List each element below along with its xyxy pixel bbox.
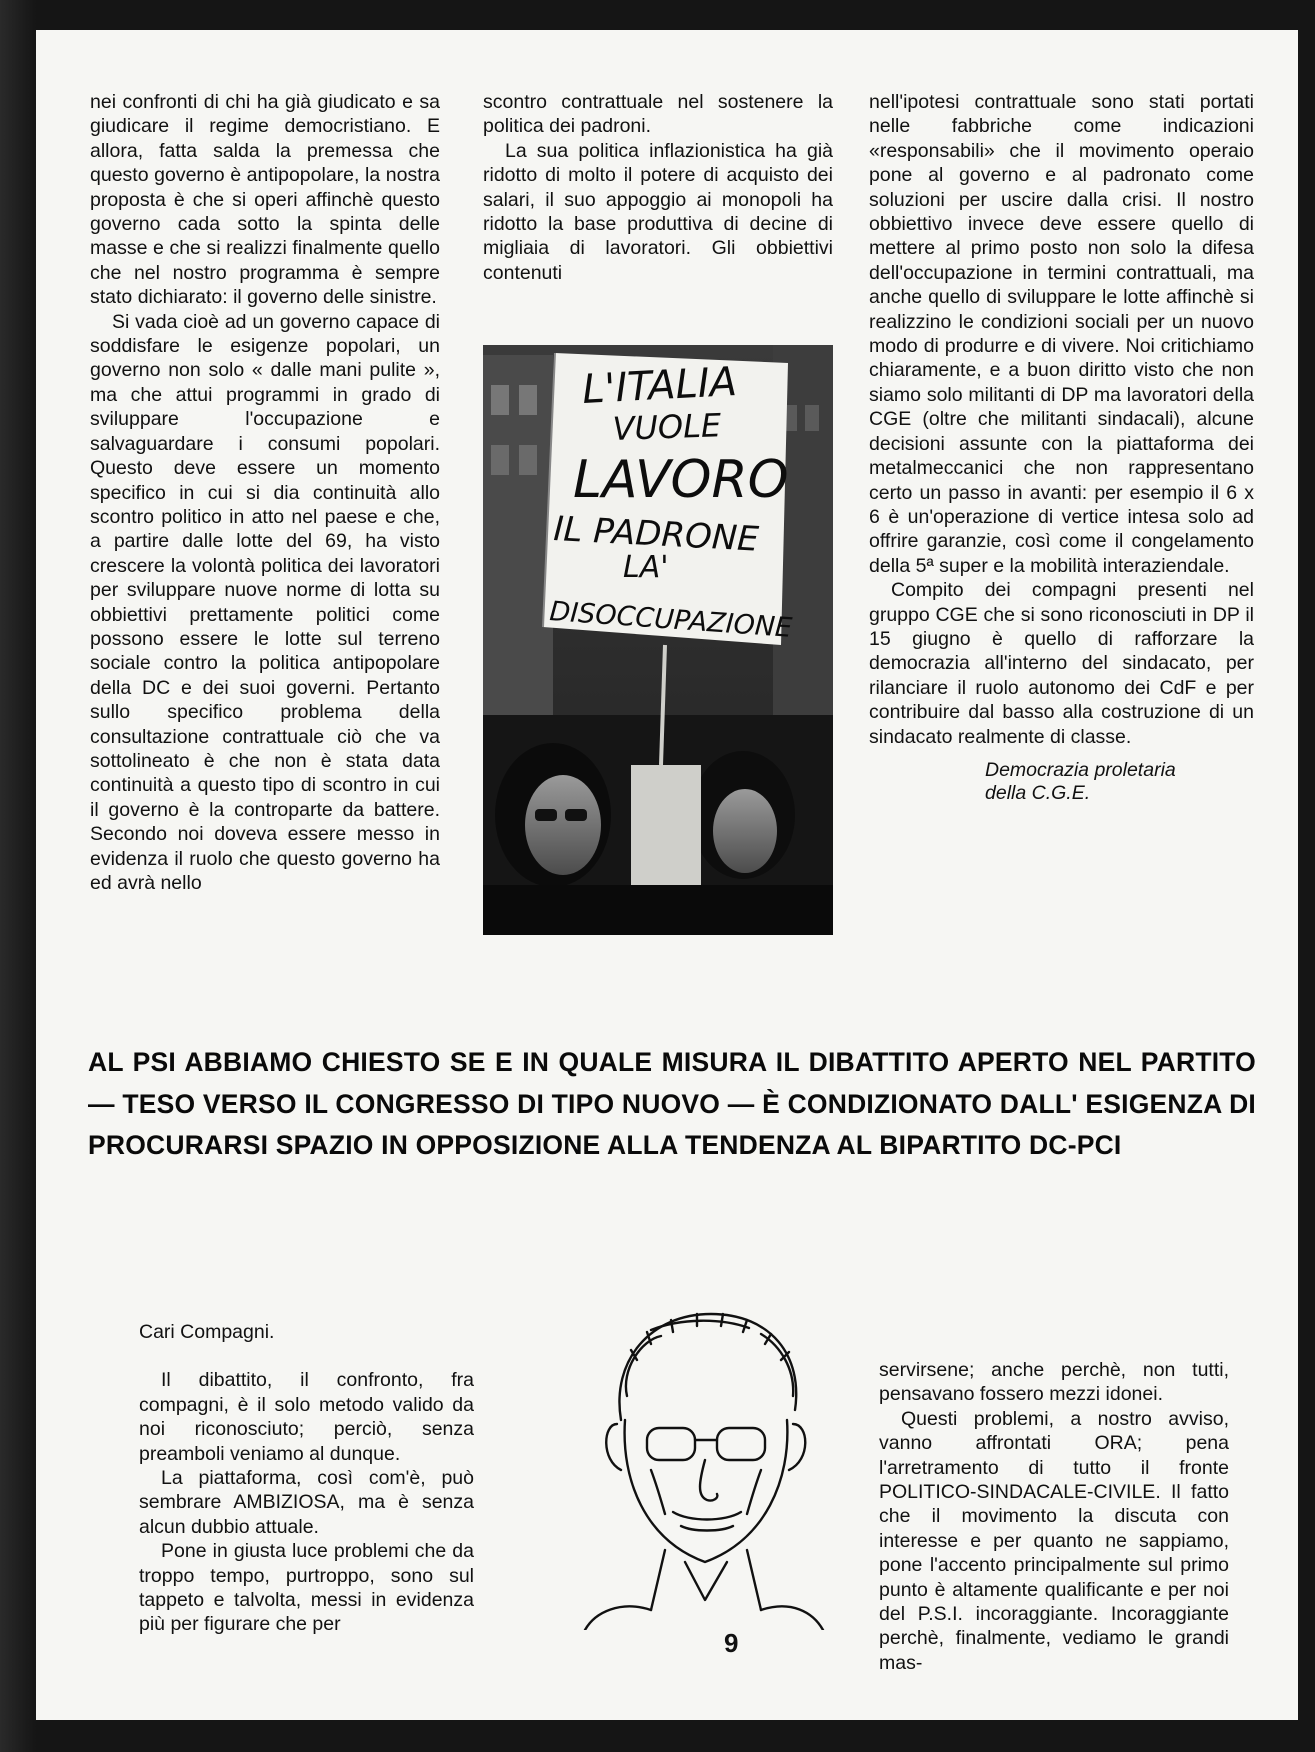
article-column-3 <box>869 90 1254 805</box>
paragraph: Questi problemi, a nostro avviso, vanno affrontati ORA; pena l'arretramento di tutto il fronte POLITICO-SINDACALE-CIVILE. Il fatto che il movimento la discuta con interesse e per quanto ne sappiamo, pone l'accento principalmente sul primo punto è altamente qualificante e per noi del P.S.I. incoraggiante. Incoraggiante perchè, finalmente, vediamo le grandi mas- <box>879 1407 1229 1674</box>
sign-line-1: L'ITALIA <box>581 358 738 413</box>
letter-column-1 <box>139 1320 474 1637</box>
article-column-2 <box>483 90 833 285</box>
sign-line-6: DISOCCUPAZIONE <box>548 596 794 644</box>
protest-photo <box>483 345 833 935</box>
scan-left-edge <box>0 0 36 1752</box>
letter-greeting: Cari Compagni. <box>139 1321 275 1343</box>
sign-line-2: VUOLE <box>611 406 722 448</box>
paragraph: nei confronti di chi ha già giudicato e sa giudicare il regime democristiano. E allora, fatta salda la premessa che questo governo è antipopolare, la nostra proposta è che si operi affinchè questo governo cada sotto la spinta delle masse e che si realizzi finalmente quello che nel nostro programma è sempre stato dichiarato: il governo delle sinistre. <box>90 91 440 309</box>
signature <box>869 759 1254 805</box>
sign-line-4: IL PADRONE <box>552 509 760 560</box>
protest-photo-graphic <box>483 345 833 935</box>
paragraph: Si vada cioè ad un governo capace di soddisfare le esigenze popolari, un governo non solo « dalle mani pulite », ma che attui programmi in grado di sviluppare l'occupazione e salvaguardare i consumi popolari. Questo deve essere un momento specifico in cui si dia continuità allo scontro politico in atto nel paese e che, a partire dalle lotte del 69, ha visto crescere la volontà politica dei lavoratori per sviluppare nuove norme di lotta su obbiettivi prettamente politici come possono essere le lotte sul terreno sociale contro la politica antipopolare della DC e dei suoi governi. Pertanto sullo specifico problema della consultazione contrattuale ciò che va sottolineato è che non è stata data continuità a questo tipo di scontro in cui il governo è la controparte da battere. Secondo noi doveva essere messo in evidenza il ruolo che questo governo ha ed avrà nello <box>90 310 440 894</box>
paragraph: La piattaforma, così com'è, può sembrare AMBIZIOSA, ma è senza alcun dubbio attuale. <box>139 1467 474 1538</box>
paragraph: La sua politica inflazionistica ha già ridotto di molto il potere di acquisto dei salari, il suo appoggio ai monopoli ha ridotto la base produttiva di decine di migliaia di lavoratori. Gli obbiettivi contenuti <box>483 139 833 284</box>
signature-line-2: della C.G.E. <box>985 781 1091 804</box>
paragraph: Il dibattito, il confronto, fra compagni, è il solo metodo valido da noi riconosciuto; perciò, senza preamboli veniamo al dunque. <box>139 1369 474 1465</box>
paragraph: servirsene; anche perchè, non tutti, pensavano fossero mezzi idonei. <box>879 1359 1229 1406</box>
portrait-drawing <box>581 1300 826 1630</box>
sign-line-3: LAVORO <box>573 450 789 510</box>
paragraph: Compito dei compagni presenti nel gruppo CGE che si sono riconosciuti in DP il 15 giugno è quello di rafforzare la democrazia all'interno del sindacato, per rilanciare il ruolo autonomo dei CdF e per contribuire dal basso alla costruzione di un sindacato realmente di classe. <box>869 579 1254 748</box>
signature-line-1: Democrazia proletaria <box>985 758 1176 781</box>
magazine-page <box>36 30 1298 1720</box>
paragraph: nell'ipotesi contrattuale sono stati portati nelle fabbriche come indicazioni «responsabili» che il movimento operaio pone al governo e al padronato come soluzioni per uscire dalla crisi. Il nostro obbiettivo invece deve essere quello di mettere al primo posto non solo la difesa dell'occupazione in termini contrattuali, ma anche quello di sviluppare le lotte affinchè si realizzino le condizioni sociali per un nuovo modo di produrre e di vivere. Noi critichiamo chiaramente, e a buon diritto visto che non siamo solo militanti di DP ma lavoratori della CGE (oltre che militanti sindacali), alcune decisioni assunte con la piattaforma dei metalmeccanici che non rappresentano certo un passo in avanti: per esempio il 6 x 6 è un'operazione di vertice intesa solo ad offrire garanzie, così come il congelamento della 5ª super e la mobilità interaziendale. <box>869 91 1254 577</box>
letter-column-2 <box>879 1358 1229 1675</box>
section-headline: AL PSI ABBIAMO CHIESTO SE E IN QUALE MISURA IL DIBATTITO APERTO NEL PARTITO — TESO VERSO IL CONGRESSO DI TIPO NUOVO — È CONDIZIONATO DALL' ESIGENZA DI PROCURARSI SPAZIO IN OPPOSIZIONE ALLA TENDENZA AL BIPARTITO DC-PCI <box>88 1047 1256 1160</box>
article-column-1 <box>90 90 440 895</box>
paragraph: scontro contrattuale nel sostenere la politica dei padroni. <box>483 91 833 138</box>
page-number: 9 <box>724 1628 739 1658</box>
sign-line-5: LA' <box>623 550 669 585</box>
paragraph: Pone in giusta luce problemi che da troppo tempo, purtroppo, sono sul tappeto e talvolta, messi in evidenza più per figurare che per <box>139 1540 474 1636</box>
